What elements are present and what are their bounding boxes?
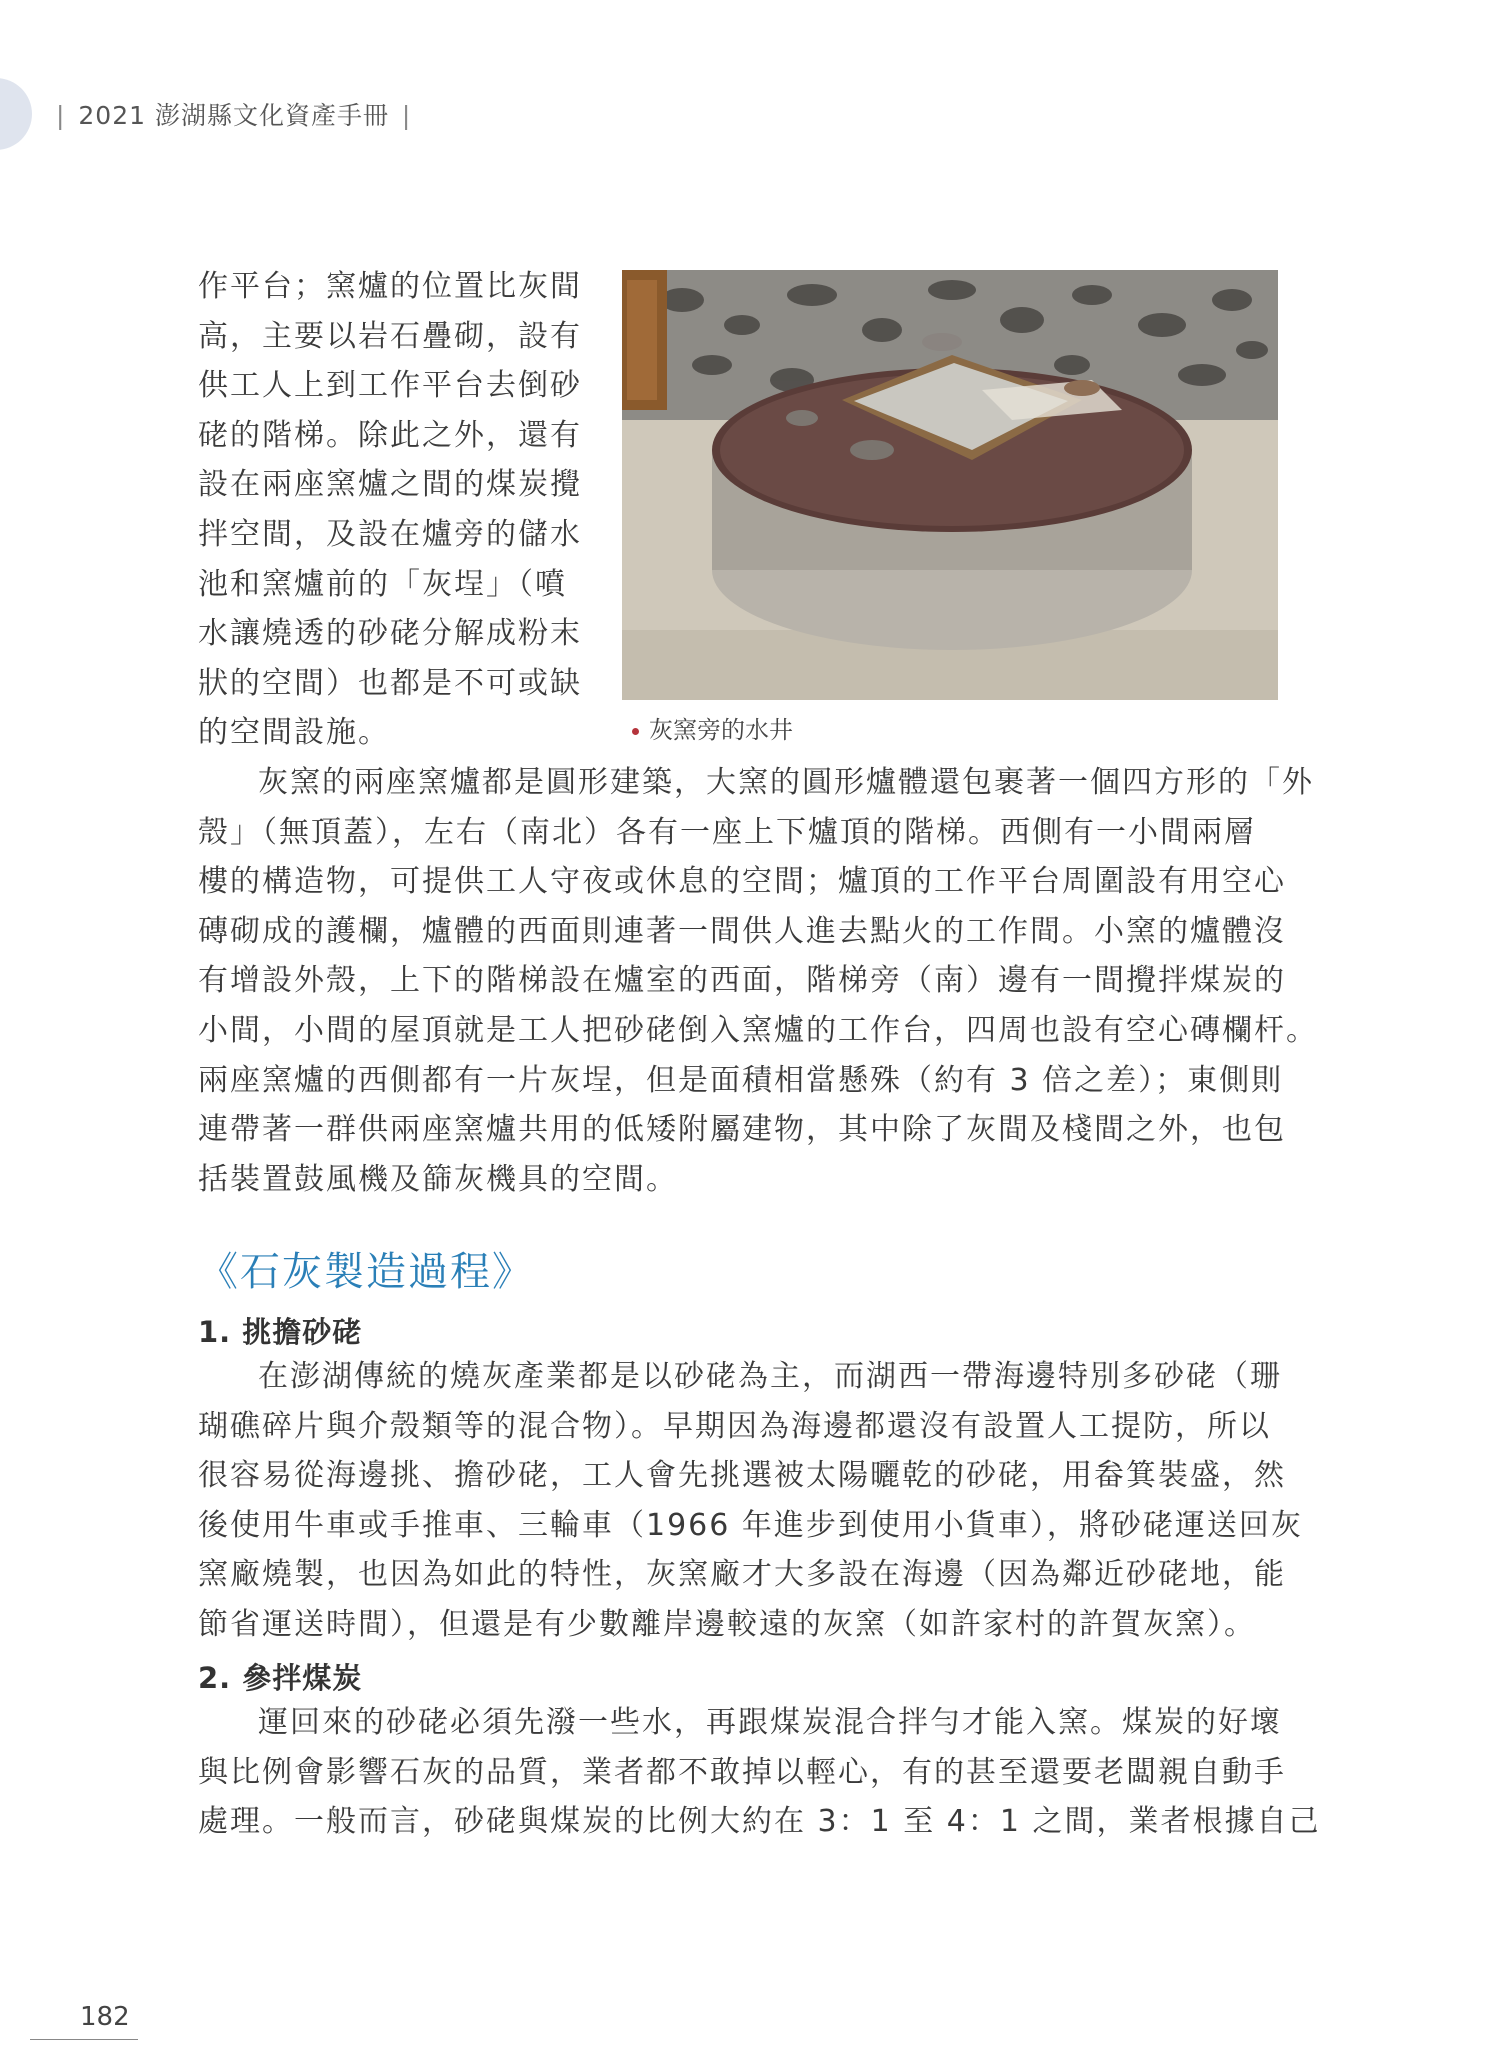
header-bar-right: |: [401, 101, 412, 130]
photo-caption: [632, 710, 793, 745]
text-line: 硓的階梯。除此之外，還有: [198, 417, 582, 453]
text-line: 有增設外殼，上下的階梯設在爐室的西面，階梯旁（南）邊有一間攪拌煤炭的: [198, 963, 1286, 999]
text-line: 窯廠燒製，也因為如此的特性，灰窯廠才大多設在海邊（因為鄰近砂硓地，能: [198, 1557, 1286, 1593]
text-line: 與比例會影響石灰的品質，業者都不敢掉以輕心，有的甚至還要老闆親自動手: [198, 1754, 1286, 1790]
text-line: 的空間設施。: [198, 715, 390, 751]
caption-bullet-icon: [632, 728, 639, 735]
text-line: 在澎湖傳統的燒灰產業都是以砂硓為主，而湖西一帶海邊特別多砂硓（珊: [258, 1359, 1282, 1394]
text-line: 小間，小間的屋頂就是工人把砂硓倒入窯爐的工作台，四周也設有空心磚欄杆。: [198, 1012, 1318, 1048]
text-line: 灰窯的兩座窯爐都是圓形建築，大窯的圓形爐體還包裹著一個四方形的「外: [258, 765, 1314, 800]
well-photo: [622, 270, 1278, 700]
book-title: 2021 澎湖縣文化資產手冊: [78, 101, 389, 130]
header-tab-decoration: [0, 78, 32, 150]
text-line: 殼」（無頂蓋），左右（南北）各有一座上下爐頂的階梯。西側有一小間兩層: [198, 814, 1256, 850]
text-line: 樓的構造物，可提供工人守夜或休息的空間；爐頂的工作平台周圍設有用空心: [198, 864, 1286, 900]
text-line: 處理。一般而言，砂硓與煤炭的比例大約在 3：1 至 4：1 之間，業者根據自己: [198, 1804, 1321, 1840]
text-line: 兩座窯爐的西側都有一片灰埕，但是面積相當懸殊（約有 3 倍之差）；東側則: [198, 1062, 1284, 1098]
text-line: 節省運送時間），但還是有少數離岸邊較遠的灰窯（如許家村的許賀灰窯）。: [198, 1606, 1256, 1642]
text-line: 很容易從海邊挑、擔砂硓，工人會先挑選被太陽曬乾的砂硓，用畚箕裝盛，然: [198, 1458, 1286, 1494]
header-bar-left: |: [56, 101, 66, 130]
section-title: 《石灰製造過程》: [198, 1249, 534, 1295]
text-line: 括裝置鼓風機及篩灰機具的空間。: [198, 1161, 678, 1197]
text-line: 連帶著一群供兩座窯爐共用的低矮附屬建物，其中除了灰間及棧間之外，也包: [198, 1112, 1286, 1148]
text-line: 池和窯爐前的「灰埕」（噴: [198, 566, 567, 602]
page-number: 182: [80, 2002, 130, 2032]
intro-paragraph: [198, 262, 583, 758]
text-line: 設在兩座窯爐之間的煤炭攪: [198, 467, 582, 503]
step1-heading: 1. 挑擔砂硓: [198, 1315, 363, 1349]
step1-paragraph: [198, 1352, 1303, 1650]
step2-heading: 2. 參拌煤炭: [198, 1661, 363, 1695]
text-line: 水讓燒透的砂硓分解成粉末: [198, 616, 582, 652]
text-line: 供工人上到工作平台去倒砂: [198, 368, 582, 404]
text-line: 運回來的砂硓必須先潑一些水，再跟煤炭混合拌勻才能入窯。煤炭的好壞: [258, 1705, 1282, 1740]
running-header: [52, 96, 415, 132]
text-line: 拌空間，及設在爐旁的儲水: [198, 516, 582, 552]
page-number-rule: [30, 2039, 138, 2040]
text-line: 後使用牛車或手推車、三輪車（1966 年進步到使用小貨車），將砂硓運送回灰: [198, 1507, 1303, 1543]
text-line: 狀的空間）也都是不可或缺: [198, 665, 582, 701]
step2-paragraph: [198, 1698, 1321, 1847]
text-line: 高，主要以岩石疊砌，設有: [198, 318, 582, 354]
well-photo-illustration: [622, 270, 1278, 700]
text-line: 瑚礁碎片與介殼類等的混合物）。早期因為海邊都還沒有設置人工提防，所以: [198, 1408, 1271, 1444]
caption-text: 灰窯旁的水井: [649, 716, 793, 744]
text-line: 磚砌成的護欄，爐體的西面則連著一間供人進去點火的工作間。小窯的爐體沒: [198, 913, 1286, 949]
kiln-paragraph: [198, 758, 1318, 1204]
text-line: 作平台；窯爐的位置比灰間: [198, 269, 582, 304]
